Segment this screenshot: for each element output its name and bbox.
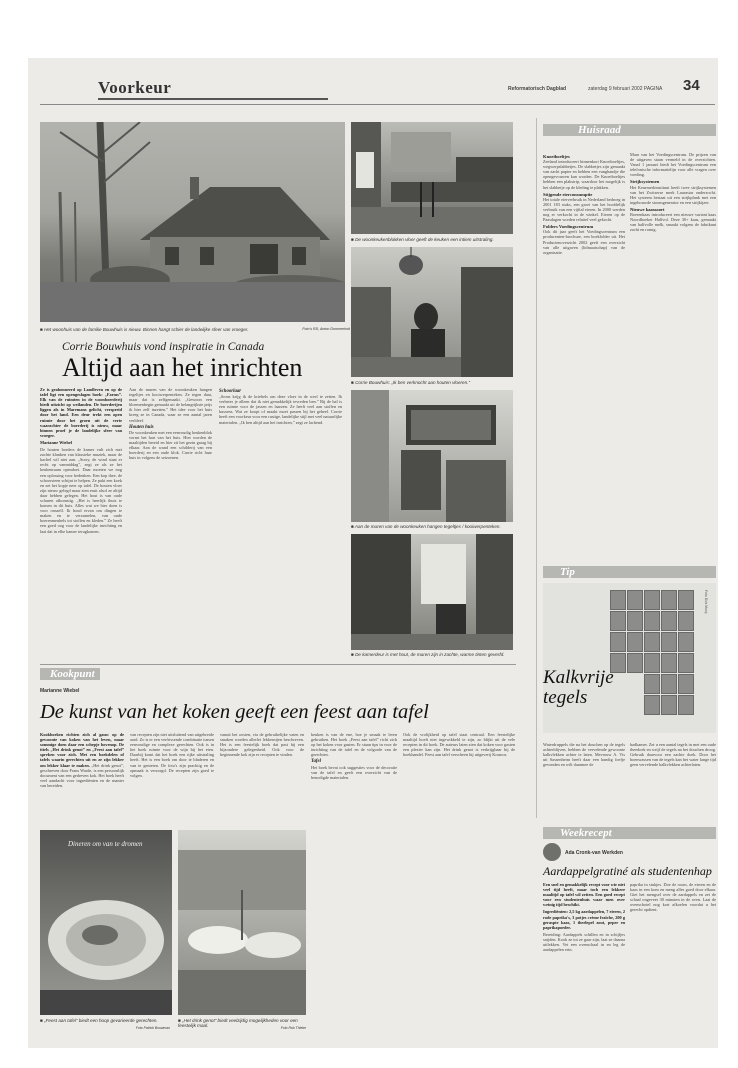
kookpunt-column-3 (220, 732, 304, 824)
feature-body-1: De houten borders de kamer vult zich met zachte klanken van klassieke muziek, maar de kachel wil niet aan. „Sorry, de wind staat er recht op vanmiddag”, zegt ze als ze het keukenraam opendoet. Daar moeten we nog een oplossing voor bedenken. Een kop thee, de schoorsteen schijnt te helpen. Ze pakt een koek en zet het kopje neer op tafel. De houten vloer zijn nieuw gelegd maar zien eruit alsof ze altijd daar hebben gelegen. Het hout is van oude schuren afkomstig. (40, 447, 122, 503)
kitchen-photo (351, 122, 513, 234)
feature-author: Marianne Wiebel (40, 439, 72, 445)
wall-tile (610, 590, 626, 610)
huisraad-band (543, 124, 716, 136)
bullet-icon: ■ (178, 1018, 183, 1023)
weekrecept-author: Ada Cronk-van Werkden (565, 850, 623, 856)
tip-column-1 (543, 742, 625, 817)
bullet-icon: ■ (351, 380, 356, 385)
weekrecept-lead: Een snel en gemakkelijk recept voor wie niet veel tijd heeft, maar toch een lekkere maaltijd op tafel wil zetten. Een goed recept voor een studentenhuis waar men over weinig tijd beschikt. (543, 882, 625, 908)
huisraad-body-6: Boerenkaas introduceert een nieuwe variant kaas Noordhoeker Halfvol. Deze 30+ kaas, gemaakt van halfvolle melk, smaakt volgens de fabrikant zacht en romig. (630, 212, 716, 233)
huisraad-subhead-4: Strijksystemen (630, 179, 660, 185)
wall-tile (661, 695, 677, 715)
wall-tile (644, 611, 660, 631)
publication-name: Reformatorisch Dagblad (508, 86, 567, 92)
feature-subhead-2: Schoorlaar (219, 389, 242, 394)
table-setting-credit: Foto Rob Thiebe (280, 1026, 306, 1030)
author-avatar (543, 843, 561, 861)
kookpunt-body-5: keuken is van de ene, hoe je smaak te leren gebruiken. Het boek „Feest aan tafel” richt zich op het koken voor gasten. Er staan tips in voor de inrichting van de tafel en de volgorde van de gerechten. (311, 732, 397, 758)
page-number: 34 (683, 77, 700, 94)
kitchen-caption: ■ De woonkeukenblokken vloer geeft de keuken een intiem uitstraling. (351, 237, 494, 242)
portrait-illustration (351, 247, 513, 377)
kookpunt-body-2: van recepten zijn niet uitsluitend van uitgebreide aard. Zo is er een verfrissende combinatie tussen eenvoudige en complexe gerechten. Ook is in het boek ruimte voor de wijn bij het eten. (130, 732, 214, 753)
tip-title-line-2: tegels (543, 687, 588, 708)
huisraad-subhead-3: Folders Voedingscentrum (543, 224, 594, 230)
bullet-icon: ■ (351, 652, 356, 657)
kookpunt-column-1 (40, 732, 124, 824)
wall-tile (644, 674, 660, 694)
weekrecept-preparation: Bereiding: Aardappels schillen en in schijfjes snijden. Kook ze tot ze gaar zijn, laat ze daarna uitlekken. Vet een ovenschaal in en leg de aardappelen erin. (543, 931, 625, 953)
dinner-illustration (40, 830, 172, 1015)
kookpunt-body-7: Ook de vrolijkheid op tafel staat centraal. Een feestelijke maaltijd hoeft niet ingewikkeld te zijn, zo blijkt uit de vele recepten in dit boek. De auteurs laten zien dat koken voor gasten een plezier kan zijn. (403, 732, 515, 753)
wall-tile (644, 695, 660, 715)
kookpunt-body-4: vanuit het oosten, via de gebruikelijke vaten en smaken worden allerlei lekkernijen beschreven. Het is een feestelijk boek dat past bij een bijzondere gelegenheid. Ook voor de beginnende kok zijn er recepten te vinden. (220, 732, 304, 758)
wall-photo (351, 390, 513, 522)
kookpunt-lead: Kookboeken richten zich al gauw op de gewoonte van koken van het leven, maar sommige doen daar een schepje bovenop. De titels „Het drink genot” en „Feest aan tafel” spreken voor zich. Met een boekdelen of tafels waarin gerechten uit en ze zijn lekker om lekker klaar te maken. (40, 732, 124, 768)
issue-date: zaterdag 9 februari 2002 PAGINA (588, 86, 663, 92)
kookpunt-body-6: Het boek bevat ook suggesties voor de decoratie van de tafel en geeft een overzicht van de benodigde materialen. (311, 764, 397, 780)
feature-kicker: Corrie Bouwhuis vond inspiratie in Canada (62, 341, 265, 353)
wall-tile (627, 590, 643, 610)
weekrecept-body-3: Laat de ovenschotel nog kort afkoelen voordat u het gerecht opdient. (630, 897, 716, 913)
wall-tile (661, 611, 677, 631)
window-illustration (351, 534, 513, 650)
dinner-credit: Foto Patrick Bouwman (135, 1026, 170, 1030)
section-divider (40, 664, 516, 665)
kookpunt-title: De kunst van het koken geeft een feest aan tafel (40, 701, 429, 723)
feature-body-4: De woonkeuken met een eenvoudig keukenblok vormt het hart van het huis. Hier worden de maaltijden bereid en hier zit het gezin graag bij elkaar. Aan de wand een schilderij van een boerderij en een oude klok. Carrie richt haar huis in volgens de seizoenen. (129, 429, 212, 461)
wall-illustration (351, 390, 513, 522)
dinner-caption: ■ „Feest aan tafel” biedt een hoop gevarieerde gerechten. (40, 1018, 158, 1023)
wall-tile (678, 695, 694, 715)
feature-column-2 (129, 387, 212, 659)
house-photo-credit: Foto's RD, Anton Dommerholt (302, 327, 350, 331)
huisraad-column-1 (543, 152, 625, 540)
bullet-icon: ■ (351, 524, 355, 529)
wall-tile (661, 590, 677, 610)
weekrecept-ingredients: Ingrediënten: 2,5 kg aardappelen, 7 eieren, 2 rode paprika's, 3 potjes crème fraîche, 200 g geraspte kaas, 1 theelepel zout, peper en paprikapoeder. (543, 909, 625, 930)
huisraad-subhead-1: Knoeiboeltjes (543, 154, 570, 159)
wall-tile (627, 611, 643, 631)
huisraad-band-label: Huisraad (578, 124, 621, 136)
feature-column-1 (40, 387, 122, 659)
wall-tile (610, 632, 626, 652)
feature-subhead-1: Houten huis (129, 424, 154, 430)
house-illustration (40, 122, 345, 322)
wall-tile (661, 632, 677, 652)
wall-tile (627, 653, 643, 673)
kookpunt-subhead-1: Tafel (311, 759, 321, 765)
tip-column-2 (630, 742, 716, 817)
weekrecept-title: Aardappelgratiné als studentenhap (543, 864, 712, 878)
house-photo-caption: ■ Het woonhuis van de familie Bouwhuis is nieuw. Binnen hangt schier de landelijke sfeer van vroeger. (40, 327, 249, 332)
dinner-photo-text: Dineren om van te dromen (68, 840, 143, 848)
feature-body-2: „Het is heerlijk thuis te komen in dit huis. Alles wat we hier doen is voor onszelf. Ik houd ervan om dingen te maken en te verzamelen, van oude boerenmeubels tot stoffen en kleden.” Ze heeft een goed oog voor de landelijke inrichting en laat dat in elke kamer terugkomen. (40, 497, 122, 534)
kookpunt-body-1: „Het drink genot”, geschreven door Frans Warde, is een persoonlijk document van een gedreven kok. Het boek heeft veel aandacht voor ingrediënten en de manier van bereiden. (40, 762, 124, 788)
wall-tile (678, 632, 694, 652)
weekrecept-column-1 (543, 882, 625, 1012)
tip-body-1: Waterdruppels die na het douchen op de tegels achterblijven, hebben de vervelende gewoonte kalkvlekken achter te laten. Mevrouw A. Vis uit Sassenheim heeft daar een handig foefje gevonden en wilt daarmee de (543, 742, 625, 768)
huisraad-body-3: Ook dit jaar geeft het Voedingscentrum een producenten-brochure, een boekfolder uit. Het Productenoverzicht 2002 geeft een overzicht van alle uitgaven (lidmaatschap) van de organisatie. (543, 229, 625, 255)
wall-tile (644, 590, 660, 610)
kookpunt-column-2 (130, 732, 214, 824)
section-title: Voorkeur (98, 78, 172, 97)
tip-photo-credit: Foto Dick Mooij (704, 590, 708, 614)
portrait-photo (351, 247, 513, 377)
wall-tile (678, 674, 694, 694)
tip-body-2: badkamer. Zet u een aantal tegels in met een oude theedoek en wrijf de tegels na het douchen droog. Gebruik daarvoor een zachte doek. (630, 742, 716, 758)
house-photo (40, 122, 345, 322)
window-photo (351, 534, 513, 650)
wall-caption: ■ Aan de muren van de woonkeuken hangen tegeltjes / kooiwerpenteken. (351, 524, 501, 529)
weekrecept-column-2 (630, 882, 716, 1012)
huisraad-body-5: Het Keurmerkinstituut heeft twee strijksystemen van het Zwitserse merk Laurastar onderzocht. Het systeem bestaat uit een strijkplank met een ingebouwde stoomgenerator en een strijkijzer. (630, 184, 716, 205)
huisraad-subhead-5: Nieuwe kaassoort (630, 206, 665, 212)
wall-tile (661, 674, 677, 694)
feature-body-5: „Soms krijg ik de kriebels om deze vloer in de werf te zetten. Ik verbeter je alleen dat ik niet gemakkelijk tevreden ben.” Bij de hal is een ruimte voor de jassen en laarzen. Ze heeft veel aan stoffen en kussens. Wat ze koopt of maakt moet passen bij het geheel. Corrie heeft een voorkeur voor een rustige, landelijke stijl met veel natuurlijke materialen. „Ik ben altijd aan het inrichten,” zegt ze lachend. (219, 394, 342, 425)
portrait-caption: ■ Corrie Bouwhuis: „Ik ben verknocht aan houten vloeren.” (351, 380, 470, 385)
table-setting-photo (178, 830, 306, 1015)
bullet-icon: ■ (351, 237, 356, 242)
huisraad-body-4: Maar van het Voedingscentrum. De prijzen van de uitgaven staan vermeld in de overzichten. Vanaf 1 januari biedt het Voedingscentrum een telefonische informatielijn voor alle vragen over voeding. (630, 152, 716, 178)
table-setting-illustration (178, 830, 306, 1015)
wall-tile (678, 611, 694, 631)
huisraad-subhead-2: Stijgende eierconsumptie (543, 191, 593, 197)
dinner-photo (40, 830, 172, 1015)
tip-title-line-1: Kalkvrije (543, 667, 614, 688)
kitchen-illustration (351, 122, 513, 234)
bullet-icon: ■ (40, 1018, 45, 1023)
kookpunt-body-8: Het drink genot is verkrijgbaar bij de boekhandel. Feest aan tafel verscheen bij uitgeverij Kosmos. (403, 747, 515, 758)
wall-tile (644, 632, 660, 652)
huisraad-body-1: Zeeland introduceert binnenkort Knoeiboeltjes, wegwerpslabbetjes. De slabbetjes zijn gemaakt van zacht papier en hebben een vanghandje die opengevouwen kan worden. De Knoeiboeltjes hebben een plakstrip, waardoor het mogelijk is het slabbetje op de kleding te plakken. (543, 159, 625, 190)
feature-column-3 (219, 387, 342, 659)
kookpunt-author: Marianne Wiebel (40, 688, 80, 694)
feature-lead: Ze is geabonneerd op Landleven en op de tafel ligt een opengeslagen boek: „Farms”. Elk van de ruimten in de woonboerderij biedt uitzicht op weilanden. De boerderijen liggen als in Maremans gelicht, verspreid door het land. Een deur trekt een open ruimte door het groen uit de verte waarachter de boerderij is nieuw, maar binnen proef je de landelijke sfeer van vroeger. (40, 387, 122, 438)
huisraad-column-2 (630, 152, 716, 540)
weekrecept-band-label: Weekrecept (560, 827, 612, 839)
wall-tile (678, 590, 694, 610)
kookpunt-column-5 (403, 732, 515, 1012)
kookpunt-band-label: Kookpunt (50, 668, 95, 680)
weekrecept-body-2: paprika in stukjes. Doe de room, de eieren en de kaas in een kom en meng alles goed door elkaar. Giet het mengsel over de aardappels en zet de schaal ongeveer 30 minuten in de oven. (630, 882, 716, 903)
header-rule (40, 104, 715, 105)
wall-tile (627, 632, 643, 652)
feature-title: Altijd aan het inrichten (62, 353, 303, 382)
kookpunt-body-3: Daarbij komt dat het boek een rijke uitstraling heeft. Het is een boek om door te bladeren en van te genieten. De foto's zijn prachtig en de opmaak is verzorgd. De recepten zijn goed te volgen. (130, 752, 214, 778)
tip-body-3: Door het boenwassen van de tegels kan het water lange tijd geen vervelende kalkvlekken achterlaten. (630, 752, 716, 768)
wall-tile (644, 653, 660, 673)
huisraad-body-2: Het totale eierverbruik in Nederland bedroeg in 2001 183 stuks, een groei van het hoofdelijk verbruik van een vijftal eieren. In 2000 werden nog er verkocht in de winkel. Eieren op de Paasdagen worden relatief veel gekocht. (543, 196, 625, 223)
kookpunt-column-4 (311, 732, 397, 1012)
tip-band-label: Tip (560, 566, 575, 578)
wall-tile (661, 653, 677, 673)
feature-body-3: Aan de muren van de woonkeuken hangen tegeltjes en kooiwerpenteken. Ze tegen daar, maar dat is zelfgemaakt. „Gewoon een bloemenbegin gemaakt uit de belangrijkste prijs ik hier zelf inzetten.” Het idee voor het huis kreeg ze in Canada, waar ze een aantal jaren verbleef. (129, 387, 212, 423)
table-setting-caption: ■ „Het drink genot” biedt veelzijdig mogelijkheden voor een feestelijk maal. (178, 1018, 298, 1029)
column-divider (536, 118, 537, 818)
wall-tile (610, 611, 626, 631)
wall-tile (678, 653, 694, 673)
section-underline (98, 98, 328, 100)
bullet-icon: ■ (40, 327, 45, 332)
window-caption: ■ De kamerdeur is met hout, de muren zijn in zachte, warme tinten geverfd. (351, 652, 505, 657)
